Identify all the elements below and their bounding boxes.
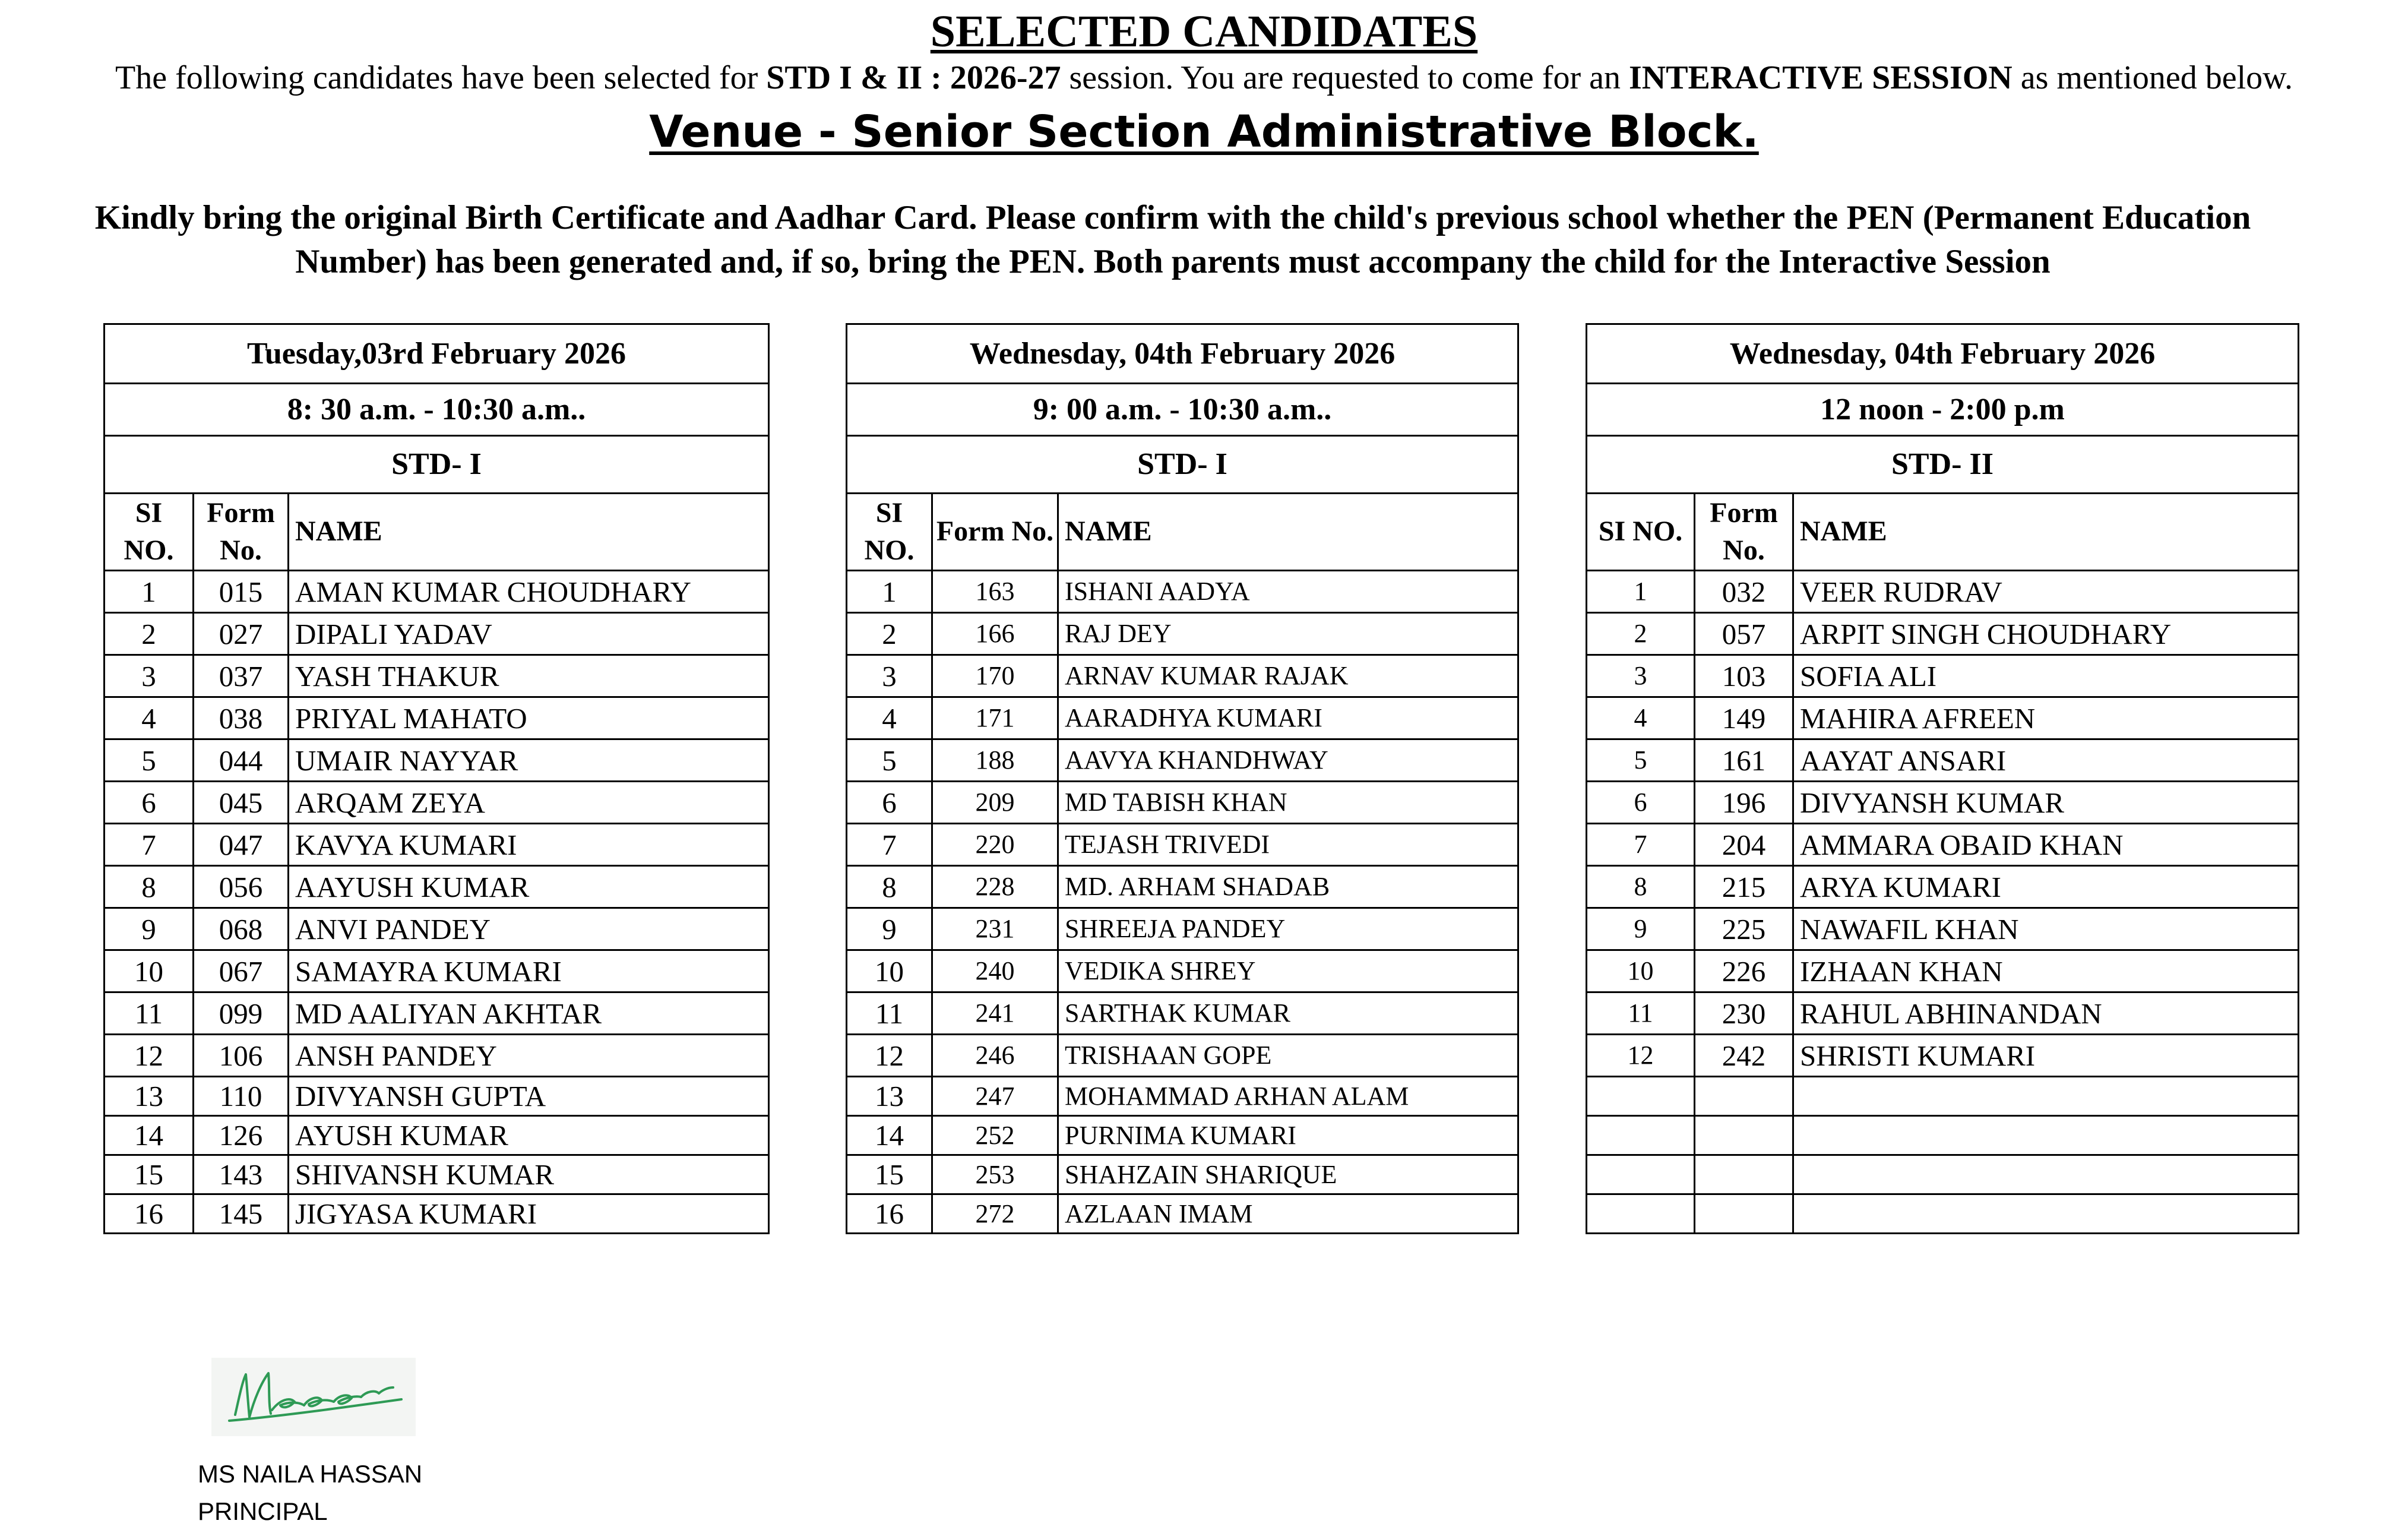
cell-name: PRIYAL MAHATO xyxy=(289,697,769,739)
table-row xyxy=(847,739,1518,782)
cell-form-no: 246 xyxy=(932,1035,1058,1077)
table-row xyxy=(105,697,769,739)
cell-name: DIVYANSH KUMAR xyxy=(1793,782,2299,824)
table-row xyxy=(105,739,769,782)
venue-heading xyxy=(0,106,2408,159)
column-header-row xyxy=(1587,494,2299,571)
schedule-table-2 xyxy=(846,323,1519,1234)
table-row xyxy=(847,1194,1518,1234)
table-row xyxy=(1587,571,2299,613)
intro-text-1: The following candidates have been selected for xyxy=(115,59,767,96)
session-std: STD- I xyxy=(847,436,1518,494)
cell-name: ARYA KUMARI xyxy=(1793,866,2299,908)
cell-name: AMMARA OBAID KHAN xyxy=(1793,824,2299,866)
std-row xyxy=(105,436,769,494)
table-row xyxy=(847,613,1518,655)
table-row xyxy=(105,992,769,1035)
table-row xyxy=(105,1155,769,1194)
cell-form-no: 027 xyxy=(194,613,289,655)
cell-sl-no: 5 xyxy=(1587,739,1695,782)
cell-form-no: 067 xyxy=(194,950,289,992)
cell-sl-no: 8 xyxy=(105,866,194,908)
cell-sl-no: 4 xyxy=(1587,697,1695,739)
cell-sl-no: 4 xyxy=(105,697,194,739)
col-header-form: Form No. xyxy=(1695,494,1793,571)
intro-session: INTERACTIVE SESSION xyxy=(1628,59,2013,96)
signatory-title: PRINCIPAL xyxy=(198,1497,328,1525)
col-header-name: NAME xyxy=(289,494,769,571)
table-row xyxy=(847,782,1518,824)
cell-form-no: 068 xyxy=(194,908,289,950)
schedule-table-3 xyxy=(1586,323,2299,1234)
cell-form-no: 209 xyxy=(932,782,1058,824)
cell-form-no: 045 xyxy=(194,782,289,824)
cell-sl-no: 3 xyxy=(1587,655,1695,697)
table-row xyxy=(1587,1077,2299,1116)
cell-name: SHREEJA PANDEY xyxy=(1058,908,1518,950)
cell-form-no: 240 xyxy=(932,950,1058,992)
cell-sl-no: 5 xyxy=(847,739,932,782)
cell-form-no: 037 xyxy=(194,655,289,697)
cell-sl-no: 9 xyxy=(105,908,194,950)
cell-sl-no xyxy=(1587,1155,1695,1194)
table-row xyxy=(105,824,769,866)
time-row xyxy=(847,384,1518,436)
cell-sl-no: 6 xyxy=(105,782,194,824)
cell-name: VEDIKA SHREY xyxy=(1058,950,1518,992)
cell-form-no: 038 xyxy=(194,697,289,739)
cell-sl-no: 12 xyxy=(847,1035,932,1077)
cell-sl-no: 8 xyxy=(1587,866,1695,908)
table-row xyxy=(847,1116,1518,1155)
cell-name: SAMAYRA KUMARI xyxy=(289,950,769,992)
table-row xyxy=(1587,782,2299,824)
cell-name: MD. ARHAM SHADAB xyxy=(1058,866,1518,908)
table-row xyxy=(847,992,1518,1035)
cell-sl-no: 3 xyxy=(105,655,194,697)
cell-sl-no xyxy=(1587,1116,1695,1155)
time-row xyxy=(105,384,769,436)
cell-sl-no xyxy=(1587,1077,1695,1116)
cell-form-no: 241 xyxy=(932,992,1058,1035)
schedule-table-1 xyxy=(103,323,770,1234)
session-std: STD- II xyxy=(1587,436,2299,494)
cell-name: SHRISTI KUMARI xyxy=(1793,1035,2299,1077)
table-row xyxy=(847,1077,1518,1116)
cell-form-no: 242 xyxy=(1695,1035,1793,1077)
cell-form-no xyxy=(1695,1194,1793,1234)
cell-name: RAJ DEY xyxy=(1058,613,1518,655)
cell-form-no: 228 xyxy=(932,866,1058,908)
cell-sl-no: 7 xyxy=(847,824,932,866)
cell-sl-no: 14 xyxy=(105,1116,194,1155)
cell-name: ANSH PANDEY xyxy=(289,1035,769,1077)
cell-name: MOHAMMAD ARHAN ALAM xyxy=(1058,1077,1518,1116)
cell-form-no: 225 xyxy=(1695,908,1793,950)
table-row xyxy=(847,571,1518,613)
table-row xyxy=(1587,613,2299,655)
cell-name: MD TABISH KHAN xyxy=(1058,782,1518,824)
page-title xyxy=(0,6,2408,58)
col-header-form: Form No. xyxy=(194,494,289,571)
principal-signature xyxy=(211,1358,416,1436)
cell-sl-no: 10 xyxy=(1587,950,1695,992)
cell-form-no: 215 xyxy=(1695,866,1793,908)
table-row xyxy=(1587,992,2299,1035)
table-row xyxy=(105,950,769,992)
cell-form-no: 252 xyxy=(932,1116,1058,1155)
cell-form-no: 099 xyxy=(194,992,289,1035)
session-date: Wednesday, 04th February 2026 xyxy=(1587,324,2299,384)
cell-sl-no: 2 xyxy=(847,613,932,655)
std-row xyxy=(1587,436,2299,494)
cell-sl-no: 12 xyxy=(105,1035,194,1077)
cell-form-no: 170 xyxy=(932,655,1058,697)
cell-form-no: 149 xyxy=(1695,697,1793,739)
table-row xyxy=(105,1077,769,1116)
cell-name: ISHANI AADYA xyxy=(1058,571,1518,613)
date-row xyxy=(847,324,1518,384)
cell-name: ANVI PANDEY xyxy=(289,908,769,950)
cell-sl-no: 7 xyxy=(1587,824,1695,866)
cell-sl-no: 7 xyxy=(105,824,194,866)
cell-name: AAYAT ANSARI xyxy=(1793,739,2299,782)
col-header-name: NAME xyxy=(1793,494,2299,571)
table-row xyxy=(847,824,1518,866)
cell-sl-no: 6 xyxy=(847,782,932,824)
title-text: SELECTED CANDIDATES xyxy=(930,7,1478,56)
cell-name: ARQAM ZEYA xyxy=(289,782,769,824)
signatory-name: MS NAILA HASSAN xyxy=(198,1460,423,1488)
intro-text-2: session. You are requested to come for an xyxy=(1061,59,1629,96)
cell-sl-no: 11 xyxy=(847,992,932,1035)
cell-sl-no: 1 xyxy=(847,571,932,613)
cell-sl-no: 2 xyxy=(105,613,194,655)
cell-sl-no: 6 xyxy=(1587,782,1695,824)
intro-std: STD I & II : 2026-27 xyxy=(766,59,1061,96)
cell-sl-no: 16 xyxy=(105,1194,194,1234)
cell-sl-no: 1 xyxy=(1587,571,1695,613)
table-row xyxy=(105,655,769,697)
table-row xyxy=(847,655,1518,697)
table-row xyxy=(1587,655,2299,697)
cell-form-no: 163 xyxy=(932,571,1058,613)
cell-name: AYUSH KUMAR xyxy=(289,1116,769,1155)
table-row xyxy=(105,782,769,824)
cell-form-no: 161 xyxy=(1695,739,1793,782)
cell-sl-no: 11 xyxy=(1587,992,1695,1035)
table-row xyxy=(1587,866,2299,908)
signature-image xyxy=(211,1358,416,1436)
table-row xyxy=(1587,1035,2299,1077)
cell-form-no: 196 xyxy=(1695,782,1793,824)
col-header-sl: SI NO. xyxy=(1587,494,1695,571)
cell-name: MAHIRA AFREEN xyxy=(1793,697,2299,739)
cell-form-no: 166 xyxy=(932,613,1058,655)
table-row xyxy=(847,866,1518,908)
cell-sl-no: 15 xyxy=(105,1155,194,1194)
cell-name: KAVYA KUMARI xyxy=(289,824,769,866)
cell-form-no: 032 xyxy=(1695,571,1793,613)
cell-form-no: 047 xyxy=(194,824,289,866)
table-row xyxy=(105,1194,769,1234)
venue-text: Venue - Senior Section Administrative Block. xyxy=(649,106,1759,157)
cell-name xyxy=(1793,1194,2299,1234)
signatory-block xyxy=(198,1455,422,1530)
intro-text-3: as mentioned below. xyxy=(2012,59,2293,96)
cell-name: PURNIMA KUMARI xyxy=(1058,1116,1518,1155)
col-header-sl: SI NO. xyxy=(105,494,194,571)
table-row xyxy=(105,866,769,908)
cell-sl-no: 1 xyxy=(105,571,194,613)
cell-sl-no: 15 xyxy=(847,1155,932,1194)
cell-name: UMAIR NAYYAR xyxy=(289,739,769,782)
table-row xyxy=(1587,908,2299,950)
cell-sl-no: 13 xyxy=(105,1077,194,1116)
session-time: 8: 30 a.m. - 10:30 a.m.. xyxy=(105,384,769,436)
cell-name: NAWAFIL KHAN xyxy=(1793,908,2299,950)
cell-name: SARTHAK KUMAR xyxy=(1058,992,1518,1035)
session-time: 12 noon - 2:00 p.m xyxy=(1587,384,2299,436)
cell-form-no: 247 xyxy=(932,1077,1058,1116)
cell-name xyxy=(1793,1116,2299,1155)
cell-form-no: 015 xyxy=(194,571,289,613)
cell-sl-no: 9 xyxy=(1587,908,1695,950)
cell-sl-no: 8 xyxy=(847,866,932,908)
instructions xyxy=(24,196,2322,284)
cell-name: ARNAV KUMAR RAJAK xyxy=(1058,655,1518,697)
date-row xyxy=(105,324,769,384)
session-date: Tuesday,03rd February 2026 xyxy=(105,324,769,384)
cell-form-no: 272 xyxy=(932,1194,1058,1234)
cell-sl-no: 4 xyxy=(847,697,932,739)
cell-sl-no: 13 xyxy=(847,1077,932,1116)
cell-name xyxy=(1793,1077,2299,1116)
cell-name: AMAN KUMAR CHOUDHARY xyxy=(289,571,769,613)
cell-name: DIPALI YADAV xyxy=(289,613,769,655)
table-row xyxy=(1587,1194,2299,1234)
cell-name: RAHUL ABHINANDAN xyxy=(1793,992,2299,1035)
session-time: 9: 00 a.m. - 10:30 a.m.. xyxy=(847,384,1518,436)
table-row xyxy=(105,1035,769,1077)
col-header-form: Form No. xyxy=(932,494,1058,571)
intro-paragraph xyxy=(0,58,2408,98)
cell-name: TRISHAAN GOPE xyxy=(1058,1035,1518,1077)
cell-sl-no xyxy=(1587,1194,1695,1234)
cell-form-no xyxy=(1695,1155,1793,1194)
cell-form-no: 204 xyxy=(1695,824,1793,866)
cell-form-no: 220 xyxy=(932,824,1058,866)
cell-name: ARPIT SINGH CHOUDHARY xyxy=(1793,613,2299,655)
table-row xyxy=(847,1155,1518,1194)
cell-name: YASH THAKUR xyxy=(289,655,769,697)
column-header-row xyxy=(105,494,769,571)
table-row xyxy=(1587,950,2299,992)
table-row xyxy=(105,571,769,613)
cell-name: SHIVANSH KUMAR xyxy=(289,1155,769,1194)
cell-form-no: 057 xyxy=(1695,613,1793,655)
cell-form-no: 103 xyxy=(1695,655,1793,697)
column-header-row xyxy=(847,494,1518,571)
cell-form-no: 188 xyxy=(932,739,1058,782)
table-row xyxy=(847,950,1518,992)
cell-sl-no: 16 xyxy=(847,1194,932,1234)
session-date: Wednesday, 04th February 2026 xyxy=(847,324,1518,384)
cell-sl-no: 12 xyxy=(1587,1035,1695,1077)
table-row xyxy=(847,697,1518,739)
cell-sl-no: 3 xyxy=(847,655,932,697)
cell-form-no: 126 xyxy=(194,1116,289,1155)
cell-name: DIVYANSH GUPTA xyxy=(289,1077,769,1116)
instructions-line-1: Kindly bring the original Birth Certificate and Aadhar Card. Please confirm with the child's previous school whether the PEN (Permanent Education xyxy=(94,199,2251,236)
table-row xyxy=(1587,1116,2299,1155)
cell-name: AAVYA KHANDHWAY xyxy=(1058,739,1518,782)
cell-form-no: 171 xyxy=(932,697,1058,739)
cell-sl-no: 9 xyxy=(847,908,932,950)
cell-name: AARADHYA KUMARI xyxy=(1058,697,1518,739)
cell-form-no: 253 xyxy=(932,1155,1058,1194)
date-row xyxy=(1587,324,2299,384)
table-row xyxy=(105,1116,769,1155)
std-row xyxy=(847,436,1518,494)
table-row xyxy=(105,613,769,655)
cell-name: TEJASH TRIVEDI xyxy=(1058,824,1518,866)
cell-form-no xyxy=(1695,1077,1793,1116)
table-row xyxy=(1587,697,2299,739)
cell-name: IZHAAN KHAN xyxy=(1793,950,2299,992)
cell-form-no: 044 xyxy=(194,739,289,782)
cell-name: MD AALIYAN AKHTAR xyxy=(289,992,769,1035)
col-header-name: NAME xyxy=(1058,494,1518,571)
cell-form-no: 145 xyxy=(194,1194,289,1234)
table-row xyxy=(1587,1155,2299,1194)
table-row xyxy=(847,908,1518,950)
table-row xyxy=(105,908,769,950)
cell-form-no: 056 xyxy=(194,866,289,908)
cell-sl-no: 2 xyxy=(1587,613,1695,655)
time-row xyxy=(1587,384,2299,436)
col-header-sl: SI NO. xyxy=(847,494,932,571)
cell-sl-no: 14 xyxy=(847,1116,932,1155)
cell-sl-no: 10 xyxy=(105,950,194,992)
cell-form-no: 110 xyxy=(194,1077,289,1116)
cell-name: SHAHZAIN SHARIQUE xyxy=(1058,1155,1518,1194)
cell-sl-no: 10 xyxy=(847,950,932,992)
instructions-line-2: Number) has been generated and, if so, bring the PEN. Both parents must accompany the child for the Interactive Session xyxy=(295,243,2051,281)
cell-name: AAYUSH KUMAR xyxy=(289,866,769,908)
cell-name: AZLAAN IMAM xyxy=(1058,1194,1518,1234)
cell-name: SOFIA ALI xyxy=(1793,655,2299,697)
cell-form-no: 231 xyxy=(932,908,1058,950)
cell-sl-no: 5 xyxy=(105,739,194,782)
cell-form-no: 106 xyxy=(194,1035,289,1077)
cell-name: JIGYASA KUMARI xyxy=(289,1194,769,1234)
cell-form-no xyxy=(1695,1116,1793,1155)
session-std: STD- I xyxy=(105,436,769,494)
table-row xyxy=(1587,824,2299,866)
cell-form-no: 143 xyxy=(194,1155,289,1194)
cell-name: VEER RUDRAV xyxy=(1793,571,2299,613)
table-row xyxy=(847,1035,1518,1077)
cell-name xyxy=(1793,1155,2299,1194)
cell-sl-no: 11 xyxy=(105,992,194,1035)
cell-form-no: 226 xyxy=(1695,950,1793,992)
table-row xyxy=(1587,739,2299,782)
cell-form-no: 230 xyxy=(1695,992,1793,1035)
